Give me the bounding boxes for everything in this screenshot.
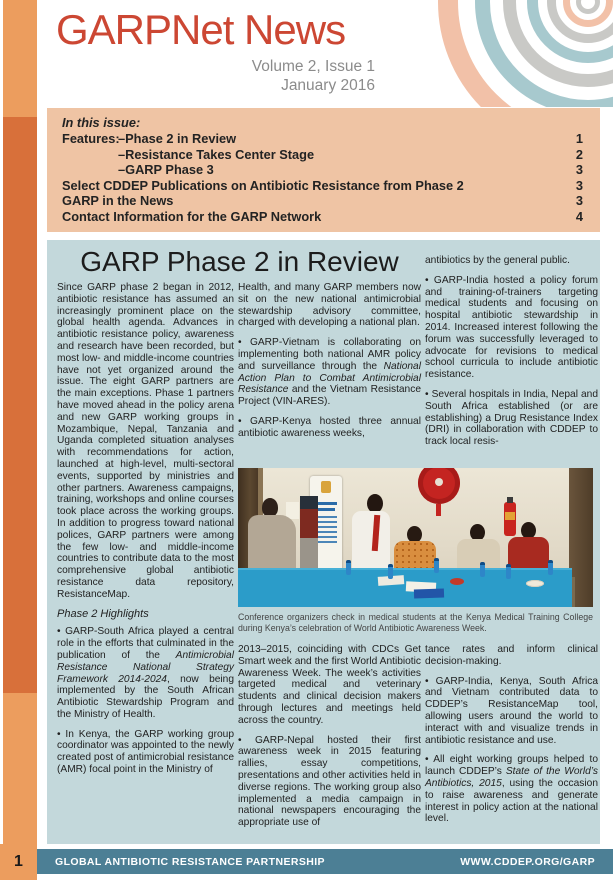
photo-banner-text — [315, 502, 337, 505]
photo-banner-text — [315, 516, 337, 546]
photo-person-standing-man — [352, 511, 390, 568]
bullet-kenya-coordinator: • In Kenya, the GARP working group coordinator was appointed to the newly created post of antimicrobial resistance (AMR) focal point in the Ministry of — [57, 728, 234, 776]
newsletter-title: GARPNet News — [56, 6, 346, 53]
article-column-2-top — [238, 282, 421, 440]
photo-water-bottle — [346, 560, 351, 575]
photo-fire-hose-nozzle — [436, 504, 441, 516]
paragraph: tance rates and inform clinical decision-making. — [425, 644, 598, 667]
photo-plate — [526, 580, 544, 587]
photo-extinguisher-label — [505, 512, 515, 520]
toc-page-number: 3 — [575, 177, 583, 193]
toc-entry-garp-phase3: –GARP Phase 3 3 — [118, 162, 583, 177]
issue-date: January 2016 — [281, 77, 375, 94]
article-column-3-top — [425, 255, 598, 448]
bullet-nepal-awareness: • GARP-Nepal hosted their first awareness week in 2015 featuring rallies, essay competitions, presentations and other activities held in diverse regions. The working group also implemented a media campaign in national newspapers encouraging the appropriate use of — [238, 734, 421, 829]
photo-banner-crest — [321, 481, 331, 493]
photo-fire-hose-reel — [418, 468, 460, 504]
toc-entry-resistance-center-stage: –Resistance Takes Center Stage 2 — [118, 146, 583, 162]
paragraph: antibiotics by the general public. — [425, 255, 570, 266]
toc-entry-publications: Select CDDEP Publications on Antibiotic Resistance from Phase 2 3 — [62, 177, 583, 193]
article-column-2-bottom — [238, 644, 421, 829]
bullet-india-forum: • GARP-India hosted a policy forum and training-of-trainers targeting medical students and focusing on hospital antibiotic stewardship in 2014. Increased interest following the forum was successfully leveraged to advocate for revisions to medical school curricula to include antibiotic resistance. — [425, 274, 598, 381]
photo-water-bottle — [434, 558, 439, 573]
photo-blue-folder — [414, 588, 444, 598]
photo-person-seated-3 — [508, 537, 549, 571]
bullet-dri-hospitals: • Several hospitals in India, Nepal and South Africa established (or are establishing) a Drug Resistance Index (DRI) in collaboration with CDDEP to track local resis- — [425, 388, 598, 448]
article-column-3-bottom — [425, 644, 598, 825]
article-column-1 — [57, 282, 234, 776]
toc-page-number: 3 — [575, 162, 583, 177]
toc-page-number: 1 — [575, 131, 583, 146]
footer-website-url: WWW.CDDEP.ORG/GARP — [460, 855, 595, 868]
photo-person-seated-1 — [394, 541, 436, 571]
table-of-contents — [47, 108, 600, 232]
photo-banner-text — [317, 508, 335, 511]
toc-entry-contact-info: Contact Information for the GARP Network 4 — [62, 208, 583, 224]
toc-entry-garp-in-news: GARP in the News 3 — [62, 193, 583, 208]
photo-person-seated-2 — [457, 539, 500, 571]
bullet-resistancemap: • GARP-India, Kenya, South Africa and Vietnam contributed data to CDDEP’s ResistanceMap tool, allowing users around the world to interact with and visualize trends in antibiotic resistance and use. — [425, 675, 598, 746]
photo-water-bottle — [480, 562, 485, 577]
bullet-vietnam: • GARP-Vietnam is collaborating on implementing both national AMR policy and surveillance through the National Action Plan to Combat Antimicrobial Resistance and the Vietnam Resistance Project (VIN-ARES). — [238, 337, 421, 408]
footer-org-name: GLOBAL ANTIBIOTIC RESISTANCE PARTNERSHIP — [55, 855, 325, 868]
toc-heading: In this issue: — [62, 115, 141, 130]
photo-water-bottle — [506, 564, 511, 579]
photo-red-cap — [450, 578, 464, 585]
bullet-kenya-awareness: • GARP-Kenya hosted three annual antibiotic awareness weeks, — [238, 415, 421, 439]
photo-caption: Conference organizers check in medical students at the Kenya Medical Training College during Kenya’s celebration of World Antibiotic Awareness Week. — [238, 612, 593, 633]
toc-label-features: Features: — [62, 131, 120, 146]
left-bar-segment-middle — [3, 117, 37, 693]
paragraph: 2013–2015, coinciding with CDCs Get Smart week and the first World Antibiotic Awareness Week. The week’s activities targeted medical and veterinary students and clinical decision makers through lectures and meetings held across the country. — [238, 644, 421, 726]
photo-water-bottle — [548, 560, 553, 575]
volume-issue: Volume 2, Issue 1 — [251, 58, 375, 75]
left-bar-segment-top — [3, 0, 37, 117]
photo-water-bottle — [388, 564, 393, 579]
issue-info — [57, 57, 375, 95]
paragraph: Health, and many GARP members now sit on the new national antimicrobial stewardship advisory committee, charged with developing a national plan. — [238, 282, 421, 329]
toc-entry-phase2: Features: –Phase 2 in Review 1 — [62, 131, 583, 146]
bullet-south-africa: • GARP-South Africa played a central role in the efforts that culminated in the publication of the Antimicrobial Resistance National Strategy Framework 2014-2024, now being implemented by the South African Antibiotic Stewardship Program and the Ministry of Health. — [57, 626, 235, 720]
left-accent-bar — [3, 0, 37, 845]
photo-person-background — [300, 496, 318, 570]
bullet-state-of-worlds-antibiotics: • All eight working groups helped to launch CDDEP’s State of the World’s Antibiotics, 2015, using the occasion to raise awareness and generate interest in policy action at the national level. — [425, 754, 599, 825]
footer-bar — [37, 849, 613, 874]
photo-conference-checkin — [238, 468, 593, 607]
photo-extinguisher-handle — [507, 497, 513, 503]
section-heading-phase2-highlights: Phase 2 Highlights — [57, 607, 149, 620]
left-bar-segment-bottom — [3, 693, 37, 845]
photo-fire-hose-reel-hub — [435, 478, 443, 486]
article-title: GARP Phase 2 in Review — [80, 246, 399, 277]
toc-page-number: 4 — [575, 208, 583, 224]
toc-page-number: 3 — [575, 193, 583, 208]
paragraph: Since GARP phase 2 began in 2012, antibiotic resistance has assumed an increasingly prominent place on the global health agenda. Advances in antibiotic resistance policy, awareness and research have been recorded, but most low- and middle-income countries have not yet organized around the issue. The eight GARP partners are the main exceptions. Phase 1 partners have moved ahead in the policy arena and new GARP working groups in Mozambique, Nepal, Tanzania and Uganda completed situation analyses with recommendations for action, launched at high-level, multi-sectoral events, supported by ministries and other partners. Awareness campaigns, training, workshops and online courses took place across the working groups. In addition to progress toward national polices, GARP partners were among the few low- and middle-income countries to contribute data to the most comprehensive global antibiotic resistance data repository, ResistanceMap. — [57, 282, 234, 600]
article-phase2-review — [47, 240, 600, 844]
arc-swirl-decoration — [423, 0, 613, 107]
page-number: 1 — [0, 844, 37, 880]
toc-page-number: 2 — [575, 146, 583, 162]
